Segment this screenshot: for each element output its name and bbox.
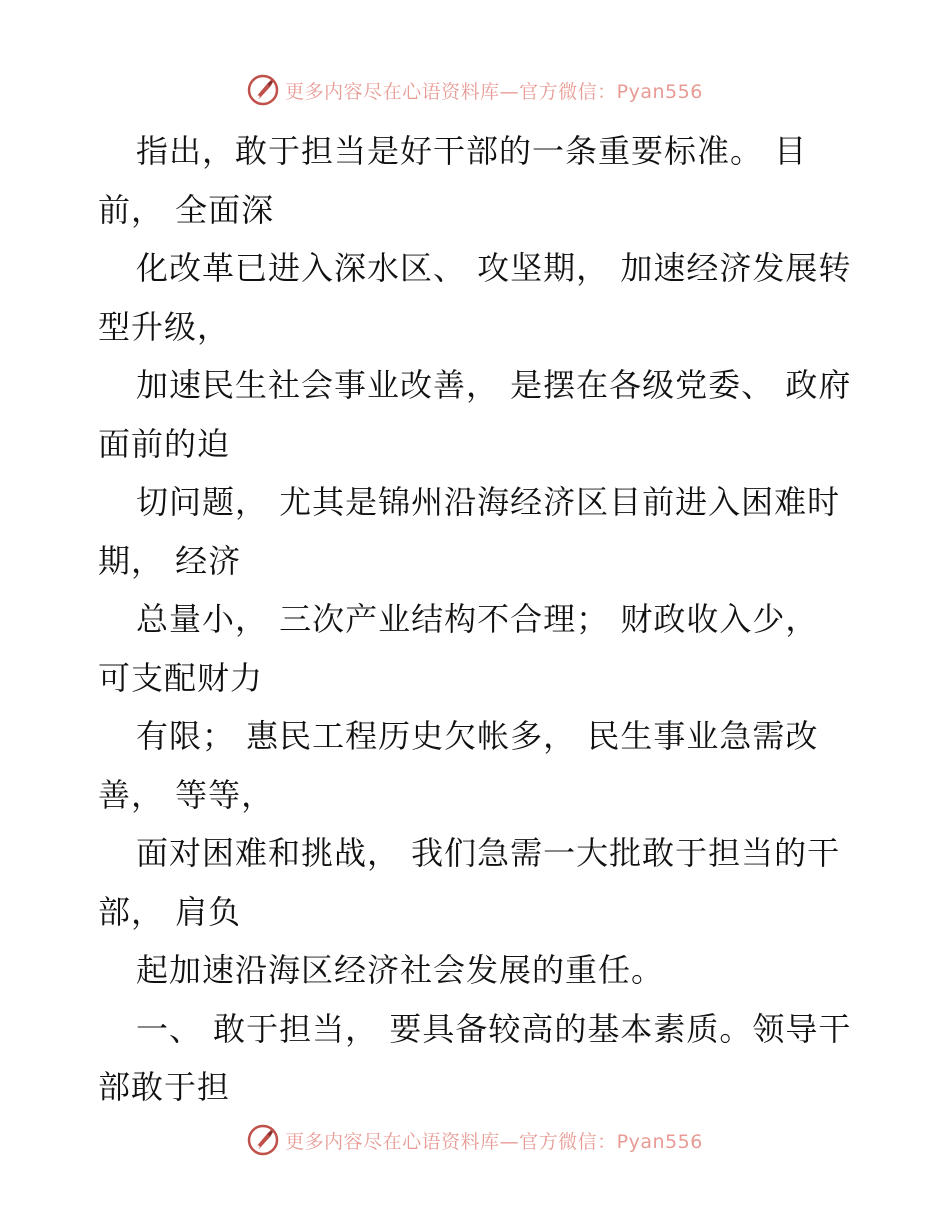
paragraph: 切问题， 尤其是锦州沿海经济区目前进入困难时期， 经济 <box>98 483 841 580</box>
paragraph: 有限； 惠民工程历史欠帐多， 民生事业急需改善， 等等， <box>98 717 819 814</box>
paragraph: 起加速沿海区经济社会发展的重任。 <box>136 951 665 989</box>
pen-nib-logo-icon <box>247 1124 279 1156</box>
paragraph: 总量小， 三次产业结构不合理； 财政收入少， 可支配财力 <box>98 600 830 697</box>
paragraph: 加速民生社会事业改善， 是摆在各级党委、 政府面前的迫 <box>98 366 852 463</box>
header-banner-text[interactable]: 更多内容尽在心语资料库—官方微信：Pyan556 <box>285 80 703 103</box>
pen-nib-logo-icon <box>247 74 279 106</box>
header-banner <box>0 70 950 110</box>
paragraph: 面对困难和挑战， 我们急需一大批敢于担当的干部， 肩负 <box>98 834 841 931</box>
footer-banner-text[interactable]: 更多内容尽在心语资料库—官方微信：Pyan556 <box>285 1130 703 1153</box>
footer-banner <box>0 1120 950 1160</box>
paragraph: 指出，敢于担当是好干部的一条重要标准。 目前， 全面深 <box>98 132 808 229</box>
paragraph: 化改革已进入深水区、 攻坚期， 加速经济发展转型升级， <box>98 249 852 346</box>
document-body <box>98 122 858 1117</box>
paragraph: 一、 敢于担当， 要具备较高的基本素质。领导干部敢于担 <box>98 1009 852 1106</box>
